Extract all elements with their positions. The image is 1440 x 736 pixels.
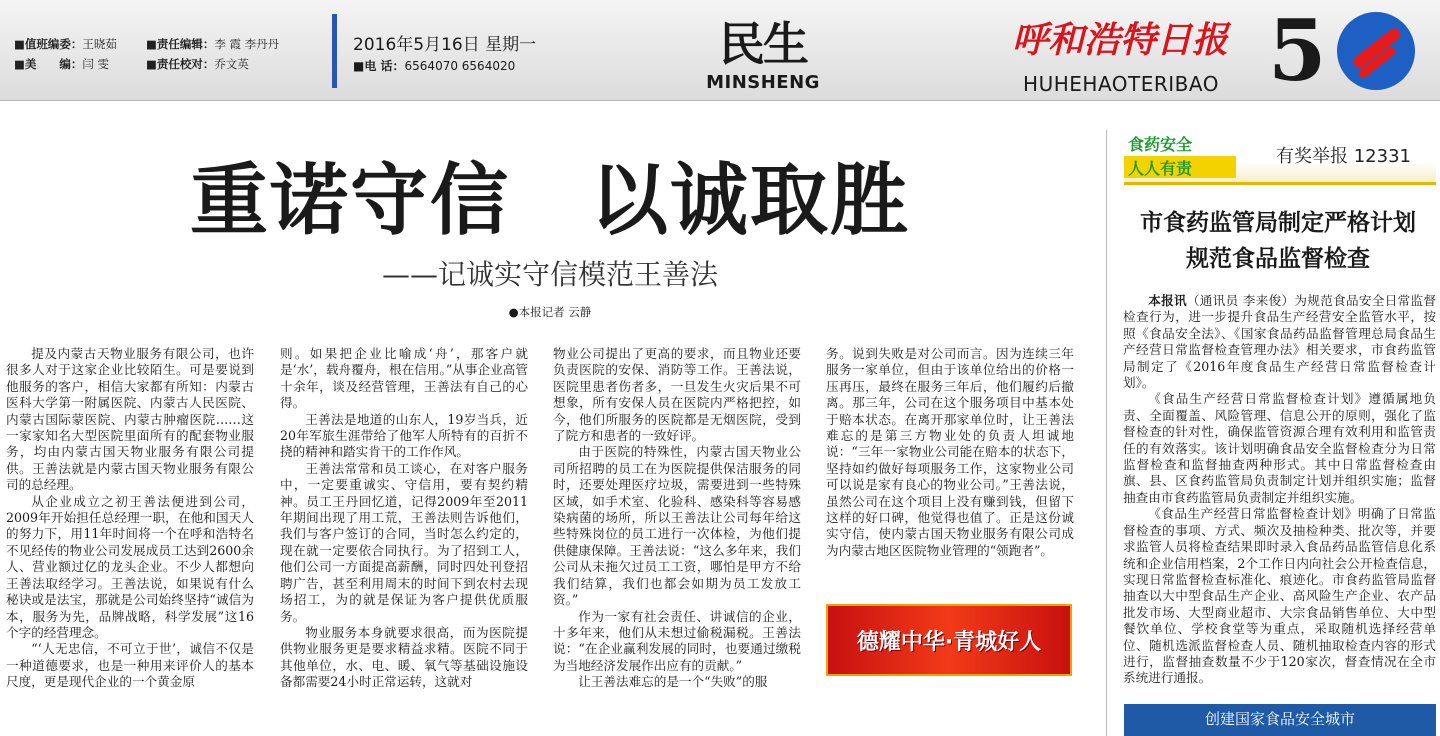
- duty-editor: [14, 36, 117, 52]
- masthead-bar: [0, 0, 1440, 101]
- paragraph: 物业服务本身就要求很高，而为医院提供物业服务更是要求精益求精。医院不同于其他单位，水、电、暖、氧气等基础设施设备都需要24小时正常运转，这就对: [280, 624, 528, 690]
- sidebar-article: [1123, 293, 1436, 687]
- paragraph: 《食品生产经营日常监督检查计划》明确了日常监督检查的事项、方式、频次及抽检种类、批次等，并要求监管人员将检查结果即时录入食品药品监管信息化系统和企业信用档案，2个工作日内向社会公开检查信息，实现日常监督检查标准化、痕迹化。市食药监管局监督抽查以大中型食品生产企业、高风险生产企业、农产品批发市场、大型商业超市、大宗食品销售单位、大中型餐饮单位、学校食堂等为重点，采取随机选择经营单位、随机选派监督检查人员、随机抽取检查内容的形式进行，监督抽查数量不少于120家次，督查情况在全市系统进行通报。: [1123, 506, 1436, 686]
- paragraph: 王善法常常和员工谈心，在对客户服务中，一定要重诚实、守信用，要有契约精神。员工王丹回忆道，记得2009年至2011年期间出现了用工荒，王善法则告诉他们，我们与客户签订的合同，当时怎么约定的，现在就一定要依合同执行。为了招到工人，他们公司一方面提高薪酬，同时四处刊登招聘广告，甚至利用周末的时间下到农村去现场招工，为的就是保证为客户提供优质服务。: [280, 460, 528, 624]
- food-safety-header: [1124, 130, 1436, 185]
- proofreader: [146, 56, 249, 72]
- newspaper-logo: 呼和浩特日报: [1011, 19, 1228, 61]
- article-column-1: [6, 346, 254, 691]
- paragraph-text: （通讯员 李来俊）为规范食品安全日常监督检查行为，进一步提升食品生产经营安全监管水平，按照《食品安全法》、《国家食品药品监督管理总局食品生产经营日常监督检查管理办法》相关要求，市食药监管局制定了《2016年度食品生产经营日常监督检查计划》。: [1123, 293, 1436, 391]
- article-column-3: [553, 346, 801, 691]
- paragraph: 让王善法难忘的是一个“失败”的服: [578, 674, 768, 690]
- food-safety-slogan-1: 食药安全: [1128, 135, 1193, 154]
- paragraph: 《食品生产经营日常监督检查计划》遵循属地负责、全面覆盖、风险管理、信息公开的原则，强化了监督检查的针对性，确保监管资源合理有效利用和监管责任的有效落实。该计划明确食品安全监督检查分为日常监督检查和监督抽查两种形式。其中日常监督检查由旗、县、区食药监管局负责制定计划并组织实施；监督抽查由市食药监管局负责制定并组织实施。: [1123, 391, 1436, 505]
- duty-editor-label: ■值班编委：: [14, 37, 83, 51]
- responsible-editor: [146, 36, 279, 52]
- food-city-box: 创建国家食品安全城市: [1124, 704, 1436, 736]
- sidebar-headline-1: 市食药监管局制定严格计划: [1140, 210, 1416, 236]
- paragraph: 提及内蒙古天物业服务有限公司，也许很多人对于这家企业比较陌生。可是要说到他服务的客户，相信大家都有所知：内蒙古医科大学第一附属医院、内蒙古人民医院、内蒙古国际蒙医院、内蒙古肿瘤医院……这一家家知名大型医院里面所有的配套物业服务，均由内蒙古国天物业服务有限公司提供。王善法就是内蒙古国天物业服务有限公司的总经理。: [6, 346, 254, 493]
- article-column-4: [826, 346, 1074, 559]
- article-byline: ●本报记者 云静: [508, 305, 592, 319]
- paragraph: 王善法是地道的山东人，19岁当兵，近20年军旅生涯带给了他军人所特有的百折不挠的精神和踏实肯干的工作作风。: [280, 411, 528, 460]
- food-safety-slogan-bg: [1124, 156, 1236, 178]
- emblem-icon: [1337, 12, 1415, 90]
- phone-line: [353, 57, 515, 74]
- lead-label: 本报讯: [1148, 293, 1187, 308]
- paragraph: [1123, 293, 1436, 391]
- section-title-en: MINSHENG: [706, 72, 820, 93]
- proofreader-name: 乔文英: [214, 57, 249, 71]
- paragraph: 作为一家有社会责任、讲诚信的企业，十多年来，他们从未想过偷税漏税。王善法说：“在企业赢利发展的同时，也要通过缴税为当地经济发展作出应有的贡献。”: [553, 608, 801, 673]
- good-people-banner: 德耀中华·青城好人: [826, 604, 1072, 676]
- masthead-divider: [332, 14, 337, 88]
- paragraph: 从企业成立之初王善法便进到公司，2009年开始担任总经理一职，在他和国天人的努力下，用11年时间将一个在呼和浩特名不见经传的物业公司发展成员工达到2600余人、营业额过亿的龙头企业。不少人都想向王善法取经学习。王善法说，如果说有什么秘诀或是法宝，那就是公司始终坚持“诚信为本，服务为先，品牌战略，科学发展”这16个字的经营理念。: [6, 493, 254, 640]
- art-editor-name: 闫 雯: [82, 57, 110, 71]
- sidebar-headline-2: 规范食品监督检查: [1186, 246, 1370, 272]
- food-safety-slogan-2: 人人有责: [1128, 159, 1193, 178]
- responsible-editor-label: ■责任编辑：: [146, 37, 215, 51]
- phone-numbers: 6564070 6564020: [404, 59, 516, 73]
- proofreader-label: ■责任校对：: [146, 57, 215, 71]
- article-subheadline: ——记诚实守信模范王善法: [381, 258, 718, 291]
- section-title: 民生: [719, 17, 807, 71]
- article-column-2: [280, 346, 528, 691]
- column-divider: [1106, 130, 1107, 736]
- paragraph: 物业公司提出了更高的要求，而且物业还要负责医院的安保、消防等工作。王善法说，医院里患者伤者多，一旦发生火灾后果不可想象，所有安保人员在医院内严格把控，如今，他们所服务的医院都是无烟医院，受到了院方和患者的一致好评。: [553, 346, 801, 444]
- paragraph: “‘人无忠信，不可立于世’，诚信不仅是一种道德要求，也是一种用来评价人的基本尺度，更是现代企业的一个黄金原: [6, 641, 254, 690]
- responsible-editor-name: 李 霞 李丹丹: [214, 37, 280, 51]
- page-number: 5: [1268, 1, 1327, 100]
- newspaper-name-en: HUHEHAOTERIBAO: [1023, 72, 1219, 96]
- art-editor-label: ■美 编：: [14, 57, 83, 71]
- paragraph: 务。说到失败是对公司而言。因为连续三年服务一家单位，但由于该单位给出的价格一压再压，最终在服务三年后，他们履约后撤离。那三年，公司在这个服务项目中基本处于赔本状态。在离开那家单位时，让王善法难忘的是第三方物业处的负责人坦诚地说：“三年一家物业公司能在赔本的状态下，坚持如约做好每项服务工作，这家物业公司可以说是家有良心的物业公司。”王善法说，虽然公司在这个项目上没有赚到钱，但留下这样的好口碑，他觉得也值了。正是这份诚实守信，使内蒙古国天物业服务有限公司成为内蒙古地区医院物业管理的“领跑者”。: [826, 346, 1074, 558]
- issue-date: 2016年5月16日 星期一: [353, 35, 537, 55]
- article-headline: 重诺守信 以诚取胜: [189, 156, 910, 246]
- report-hotline: 有奖举报 12331: [1276, 146, 1411, 167]
- paragraph: 则。如果把企业比喻成‘舟’，那客户就是‘水’，载舟覆舟，根在信用。”从事企业高管十余年，谈及经营管理，王善法有自己的心得。: [280, 346, 528, 411]
- paragraph: 由于医院的特殊性，内蒙古国天物业公司所招聘的员工在为医院提供保洁服务的同时，还要处理医疗垃圾，需要进到一些特殊区域，如手术室、化验科、感染科等容易感染病菌的场所，所以王善法让公司每年给这些特殊岗位的员工进行一次体检，为他们提供健康保障。王善法说：“这么多年来，我们公司从未拖欠过员工工资，哪怕是甲方不给我们结算，我们也都会如期为员工发放工资。”: [553, 444, 801, 608]
- art-editor: [14, 56, 109, 72]
- duty-editor-name: 王晓茹: [82, 37, 117, 51]
- phone-label: ■电 话：: [353, 59, 405, 73]
